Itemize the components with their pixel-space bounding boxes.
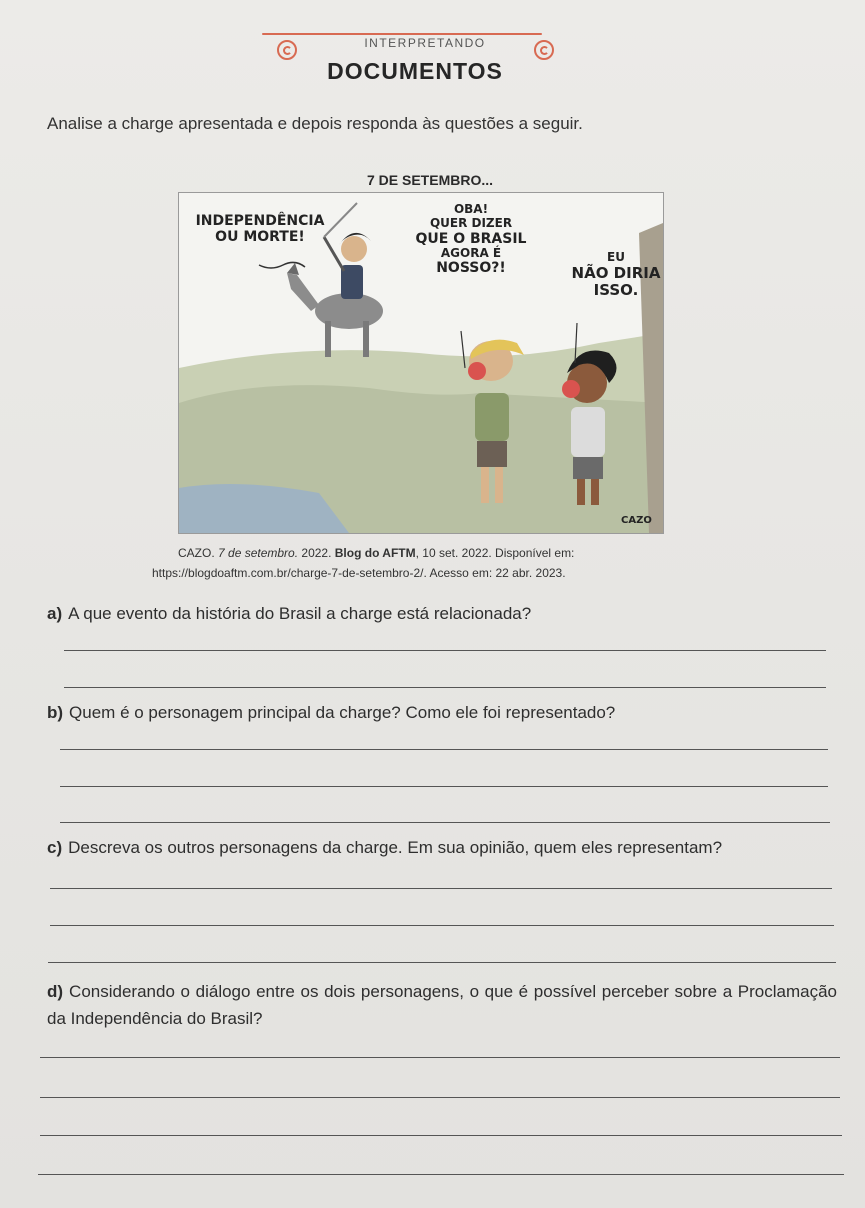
balloon-line: OBA! bbox=[453, 202, 489, 216]
answer-line[interactable] bbox=[40, 1097, 840, 1098]
balloon-line: NÃO DIRIA bbox=[571, 263, 661, 282]
question-b bbox=[47, 703, 615, 723]
answer-line[interactable] bbox=[50, 925, 834, 926]
answer-line[interactable] bbox=[40, 1057, 840, 1058]
spiral-right-icon bbox=[534, 40, 554, 60]
header-divider bbox=[262, 33, 542, 35]
instruction-text: Analise a charge apresentada e depois responda às questões a seguir. bbox=[47, 114, 583, 133]
balloon-line: INDEPENDÊNCIA bbox=[195, 213, 325, 229]
cartoon-title: 7 DE SETEMBRO... bbox=[366, 172, 494, 188]
question-letter: d) bbox=[47, 982, 64, 1001]
balloon-line: AGORA É bbox=[440, 245, 502, 260]
speech-balloon-rider bbox=[178, 213, 345, 245]
answer-line[interactable] bbox=[64, 687, 826, 688]
question-text: Quem é o personagem principal da charge? Como ele foi representado? bbox=[69, 703, 616, 722]
cartoon-image bbox=[178, 192, 664, 534]
section-title: DOCUMENTOS bbox=[327, 58, 503, 84]
credit-source: Blog do AFTM bbox=[334, 546, 416, 560]
question-c bbox=[47, 838, 722, 858]
balloon-line: QUER DIZER bbox=[429, 215, 513, 230]
credit-date: , 10 set. 2022. Disponível em: bbox=[415, 546, 575, 560]
answer-line[interactable] bbox=[50, 888, 832, 889]
answer-line[interactable] bbox=[60, 786, 828, 787]
credit-work: 7 de setembro. bbox=[218, 546, 299, 560]
speech-balloon-person1 bbox=[411, 203, 531, 277]
spiral-left-icon bbox=[277, 40, 297, 60]
question-letter: a) bbox=[47, 604, 63, 623]
answer-line[interactable] bbox=[60, 822, 830, 823]
cartoonist-signature: CAZO bbox=[621, 515, 652, 526]
balloon-line: QUE O BRASIL bbox=[415, 230, 527, 247]
question-text: A que evento da história do Brasil a charge está relacionada? bbox=[68, 604, 532, 623]
answer-line[interactable] bbox=[40, 1135, 842, 1136]
answer-line[interactable] bbox=[60, 749, 828, 750]
answer-line[interactable] bbox=[48, 962, 836, 963]
question-text: Considerando o diálogo entre os dois personagens, o que é possível perceber sobre a Proclamação da Independência do Brasil? bbox=[47, 982, 837, 1029]
question-d bbox=[47, 978, 837, 1032]
answer-line[interactable] bbox=[64, 650, 826, 651]
cartoon-credit bbox=[178, 546, 574, 560]
balloon-line: EU bbox=[607, 250, 625, 264]
balloon-line: OU MORTE! bbox=[215, 229, 305, 246]
answer-line[interactable] bbox=[38, 1174, 844, 1175]
question-a bbox=[47, 604, 531, 624]
section-subtitle: INTERPRETANDO bbox=[364, 36, 486, 50]
credit-url: https://blogdoaftm.com.br/charge-7-de-setembro-2/. Acesso em: 22 abr. 2023. bbox=[152, 566, 566, 580]
speech-balloon-person2 bbox=[561, 251, 664, 299]
credit-year: 2022. bbox=[298, 546, 335, 560]
balloon-line: NOSSO?! bbox=[436, 260, 506, 277]
question-text: Descreva os outros personagens da charge. Em sua opinião, quem eles representam? bbox=[68, 838, 723, 857]
question-letter: c) bbox=[47, 838, 63, 857]
balloon-line: ISSO. bbox=[593, 281, 639, 300]
question-letter: b) bbox=[47, 703, 64, 722]
credit-author: CAZO. bbox=[178, 546, 215, 560]
